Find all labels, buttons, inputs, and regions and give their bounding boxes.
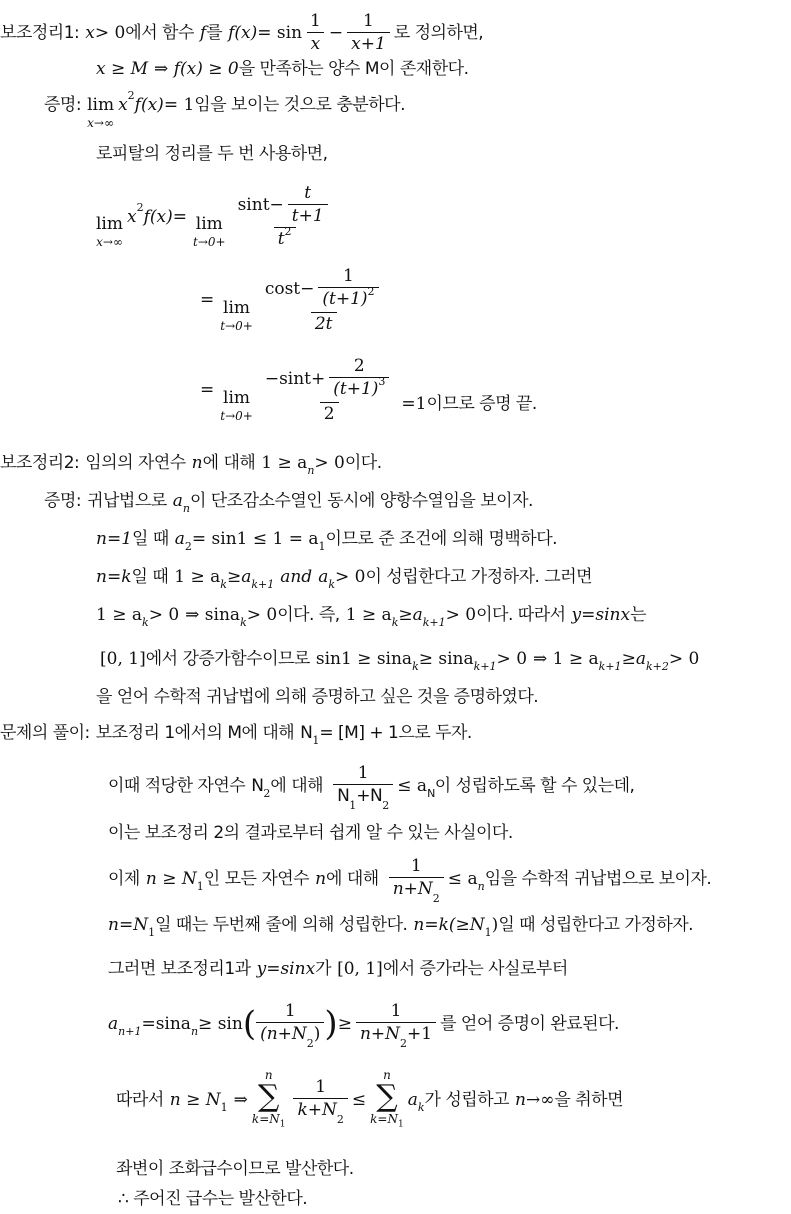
lemma2-proof-line5: [0, 1] 에서 강증가함수이므로 sin1 ≥ sina k ≥ sina k+1 > 0 ⇒ 1 ≥ a k+1 ≥ a k+2 > 0 xyxy=(100,649,700,673)
solution-line5: n=N 1 일 때는 두번째 줄에 의해 성립한다. n=k(≥N 1 ) 일 때 성립한다고 가정하자. xyxy=(108,915,694,939)
fraction-1-over-n-N2: $\frac{1}{n+N_2}$ xyxy=(389,855,444,902)
conclusion: ∴ 주어진 급수는 발산한다. xyxy=(118,1189,308,1209)
lemma2-proof-line1: 증명: 귀납법으로 a n 이 단조감소수열인 동시에 양항수열임을 보이자. xyxy=(44,491,533,515)
lemma1-statement-line2: x ≥ M ⇒ f(x) ≥ 0 을 만족하는 양수 M이 존재한다. xyxy=(96,59,469,79)
limit-x-to-inf: lim x→∞ xyxy=(87,95,115,130)
summation-left: n ∑ $k=N_1$ xyxy=(251,1068,286,1130)
lemma2-proof-line3: n=k 일 때 1 ≥ a k ≥ a k+1 and a k > 0 이 성립한다고 가정하자. 그러면 xyxy=(96,567,593,591)
solution-line7: a n+1 =sina n ≥ sin ( $\frac{1}{(n+N_2)}$ ) ≥ $\frac{1}{n+N_2+1}$ 를 얻어 증명이 완료된다. xyxy=(108,1001,619,1050)
lhopital-step1: lim x→∞ x 2 f(x) = lim t→0+ sint− $\frac{t}{t+1}$ $t^2$ xyxy=(96,182,340,252)
fraction-1-over-paren-n-N2: $\frac{1}{(n+N_2)}$ xyxy=(256,1000,324,1047)
solution-label: 문제의 풀이: xyxy=(0,723,90,743)
fraction-1-over-x: $\frac{1}{x}$ xyxy=(306,10,325,55)
lemma2-proof-line2: n=1 일 때 a 2 = sin1 ≤ 1 = a 1 이므로 준 조건에 의해 명백하다. xyxy=(96,529,558,553)
solution-line9: 좌변이 조화급수이므로 발산한다. xyxy=(116,1159,354,1179)
solution-line8: 따라서 n ≥ N 1 ⇒ n ∑ $k=N_1$ $\frac{1}{k+N_2}$ ≤ n ∑ $k=N_1$ a k 가 성립하고 n→∞ 을 취하면 xyxy=(116,1068,623,1130)
fraction-step1: sint− $\frac{t}{t+1}$ $t^2$ xyxy=(234,182,336,252)
solution-line4: 이제 n ≥ N 1 인 모든 자연수 n 에 대해 $\frac{1}{n+N_2}$ ≤ a n 임을 수학적 귀납법으로 보이자. xyxy=(108,856,712,905)
lemma2-proof-line6: 을 얻어 수학적 귀납법에 의해 증명하고 싶은 것을 증명하였다. xyxy=(96,687,539,707)
lemma2-statement: 보조정리2: 임의의 자연수 n 에 대해 1 ≥ a n > 0 이다. xyxy=(0,453,382,477)
lhopital-step3: = lim t→0+ −sint+ $\frac{2}{(t+1)^3}$ 2 =1 이므로 증명 끝. xyxy=(200,356,537,424)
solution-line1: 문제의 풀이: 보조정리 1에서의 M에 대해 N 1 = [M] + 1 으로 두자. xyxy=(0,723,472,747)
lemma2-proof-line4: 1 ≥ a k > 0 ⇒ sina k > 0 이다. 즉, 1 ≥ a k ≥ a k+1 > 0 이다. 따라서 y=sinx 는 xyxy=(96,605,647,629)
proof-label: 증명: xyxy=(44,95,82,115)
fraction-step3: −sint+ $\frac{2}{(t+1)^3}$ 2 xyxy=(261,355,398,425)
lemma1-proof-line2: 로피탈의 정리를 두 번 사용하면, xyxy=(96,144,328,164)
lemma1-statement: 보조정리1: x > 0 에서 함수 f 를 f(x) = sin $\frac{1}{x}$ − $\frac{1}{x+1}$ 로 정의하면, xyxy=(0,11,484,54)
solution-line3: 이는 보조정리 2의 결과로부터 쉽게 알 수 있는 사실이다. xyxy=(108,823,513,843)
lhopital-step2: = lim t→0+ cost− $\frac{1}{(t+1)^2}$ 2t xyxy=(200,265,391,335)
summation-right: n ∑ $k=N_1$ xyxy=(370,1068,404,1130)
lemma1-proof-line1: 증명: lim x→∞ x 2 f(x) = 1 임을 보이는 것으로 충분하다. xyxy=(44,89,405,130)
fraction-step2: cost− $\frac{1}{(t+1)^2}$ 2t xyxy=(261,265,387,335)
fraction-1-over-N1-N2: $\frac{1}{N_1+N_2}$ xyxy=(333,762,393,809)
proof-label: 증명: xyxy=(44,491,82,511)
fraction-1-over-x-plus-1: $\frac{1}{x+1}$ xyxy=(347,10,390,55)
lemma2-label: 보조정리2: xyxy=(0,453,80,473)
solution-line6: 그러면 보조정리1과 y=sinx 가 [0, 1] 에서 증가라는 사실로부터 xyxy=(108,959,568,979)
fraction-1-over-k-N2: $\frac{1}{k+N_2}$ xyxy=(293,1076,347,1123)
solution-line2: 이때 적당한 자연수 N 2 에 대해 $\frac{1}{N_1+N_2}$ ≤ a N 이 성립하도록 할 수 있는데, xyxy=(108,763,635,812)
lemma1-label: 보조정리1: xyxy=(0,22,80,43)
fraction-1-over-n-N2-1: $\frac{1}{n+N_2+1}$ xyxy=(356,1000,436,1047)
